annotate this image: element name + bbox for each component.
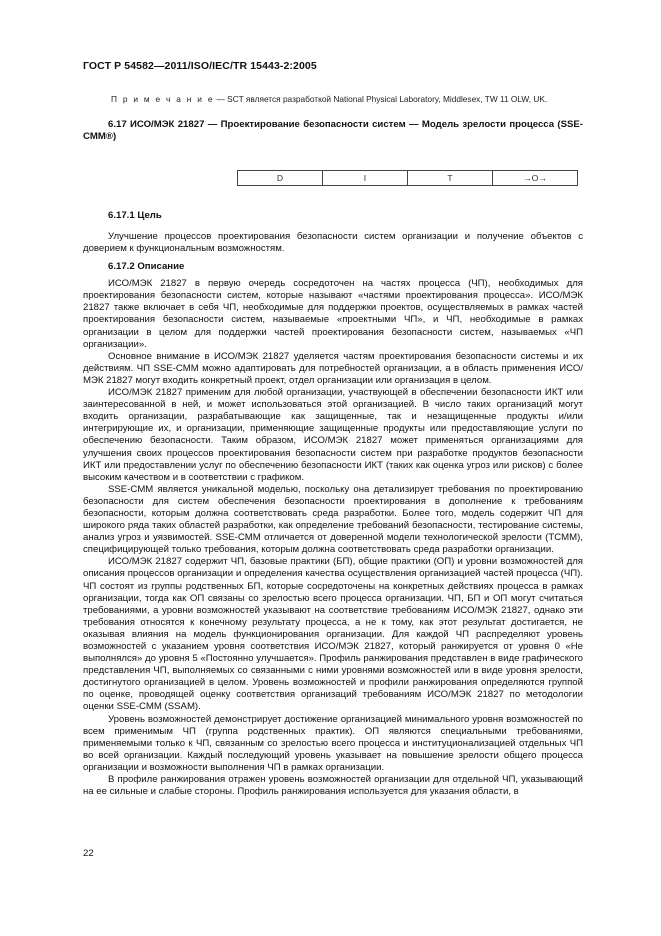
paragraph: Уровень возможностей демонстрирует достижение организацией минимального уровня возможностей по всем применимым ЧП (группа родственных практик). ОП являются специальными требованиями, применяемыми только к ЧП, связанным со зрелостью всего процесса и институционализацией отдельных ЧП во всей организации. Каждый последующий уровень указывает на повышение зрелости общего процесса организации и возможности выполнения ЧП в рамках организации. <box>83 713 583 773</box>
note <box>111 93 583 105</box>
paragraph: SSE-CMM является уникальной моделью, поскольку она детализирует требования по проектированию безопасности для систем обеспечения безопасности проектирования в дополнение к требованиям безопасности, которым должна соответствовать среда разработки. Более того, модель содержит ЧП для широкого ряда таких областей разработки, как определение требований безопасности, тестирование системы, анализ угроз и уязвимостей. SSE-CMM отличается от доверенной модели технологической зрелости (TCMM), специфицирующей только требования, которым должна соответствовать среда разработки организации. <box>83 483 583 556</box>
paragraph: Улучшение процессов проектирования безопасности систем организации и получение объектов с доверием к функциональным возможностям. <box>83 231 583 255</box>
paragraph: В профиле ранжирования отражен уровень возможностей организации для отдельной ЧП, указывающий на ее сильные и слабые стороны. Профиль ранжирования используется для указания области, в <box>83 774 583 798</box>
paragraph: Основное внимание в ИСО/МЭК 21827 уделяется частям проектирования безопасности системы и их действиям. ЧП SSE-CMM можно адаптировать для потребностей организации, а в область применения ИСО/МЭК 21827 могут входить конкретный проект, отдел организации или организация в целом. <box>83 350 583 386</box>
dit-cell-t: T <box>408 171 493 186</box>
note-text: — SCT является разработкой National Physical Laboratory, Middlesex, TW 11 OLW, UK. <box>214 94 548 104</box>
note-prefix: П р и м е ч а н и е <box>111 94 215 104</box>
page-number: 22 <box>83 848 94 859</box>
document-header: ГОСТ Р 54582—2011/ISO/IEC/TR 15443-2:2005 <box>83 60 317 72</box>
document-page <box>83 60 583 798</box>
dit-cell-o: →O→ <box>493 171 578 186</box>
subsection-heading-goal: 6.17.1 Цель <box>108 210 162 221</box>
dit-table <box>237 170 578 186</box>
dit-cell-d: D <box>238 171 323 186</box>
subsection-heading-description: 6.17.2 Описание <box>108 261 185 273</box>
paragraph: ИСО/МЭК 21827 применим для любой организации, участвующей в обеспечении безопасности ИКТ или заинтересованной в ней, и может использоваться этой организацией. В число таких организаций могут входить организации, разрабатывающие как защищенные, так и незащищенные продукты и/или интегрирующие их, и организации, применяющие защищенные продукты или предоставляющие услуги по обеспечению безопасности. Таким образом, ИСО/МЭК 21827 может применяться организациями для улучшения своих процессов проектирования безопасности систем при разработке продуктов безопасности ИКТ или предоставлении услуг по обеспечению безопасности ИКТ (таких как оценка угроз или рисков) с более высоким качеством и в соответствии с графиком. <box>83 387 583 483</box>
dit-cell-i: I <box>323 171 408 186</box>
section-title: 6.17 ИСО/МЭК 21827 — Проектирование безопасности систем — Модель зрелости процесса (SSE-CMM®) <box>83 119 583 142</box>
paragraph: ИСО/МЭК 21827 в первую очередь сосредоточен на частях процесса (ЧП), необходимых для проектирования безопасности систем, которые называют «частями проектирования процесса». ИСО/МЭК 21827 также включает в себя ЧП, необходимые для поддержки проектов, осуществляемых в рамках частей проектирования безопасности систем, называемые «проектными ЧП», и ЧП, необходимые в рамках организации в целом для поддержки частей проектирования безопасности систем, называемых «ЧП организации». <box>83 278 583 350</box>
paragraph: ИСО/МЭК 21827 содержит ЧП, базовые практики (БП), общие практики (ОП) и уровни возможностей для описания процессов организации и определения качества осуществления организацией частей процесса (ЧП). ЧП состоят из группы родственных БП, которые сосредоточены на конкретных действиях процесса в рамках организации, тогда как ОП связаны со зрелостью всего процесса организации. ЧП, БП и ОП могут считаться требованиями, а уровни возможностей указывают на соответствие требованиям ИСО/МЭК 21827, однако эти требования относятся к конечному результату процесса, а не к тому, как этот результат достигается, не оказывая влияния на модель функционирования организации. Для каждой ЧП распределяют уровень возможностей с указанием уровня соответствия ИСО/МЭК 21827, который ранжируется от уровня 0 «Не выполнялся» до уровня 5 «Постоянно улучшается». Профиль ранжирования представлен в виде графического представления ЧП, выполняемых со связанными с ними уровнями возможностей или в виде уровня зрелости, достигнутого организацией в целом. Уровень возможностей и профили ранжирования определяются группой по оценке, проводящей оценку соответствия организаций требованиям ИСО/МЭК 21827 по методологии оценки SSE-CMM (SSAM). <box>83 556 583 713</box>
